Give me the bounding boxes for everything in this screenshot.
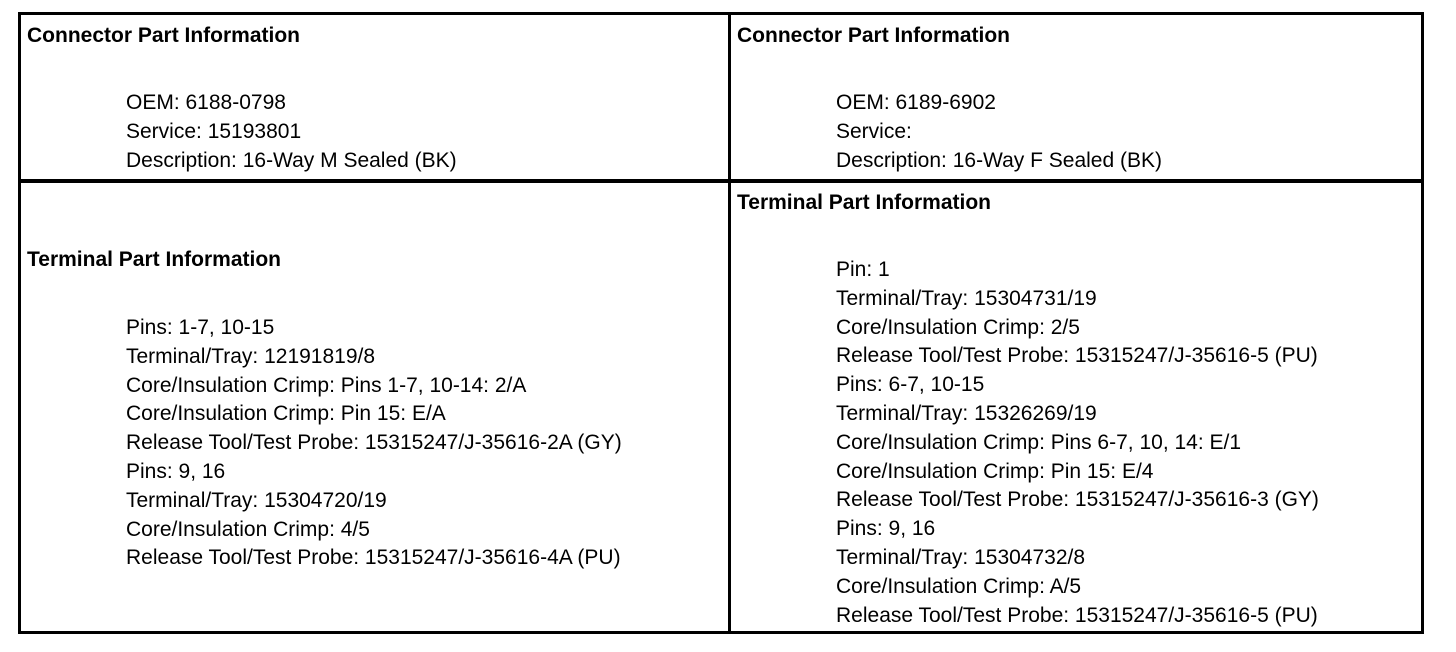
- service-number: Service:: [836, 119, 912, 143]
- terminal-line: Terminal/Tray: 15304720/19: [126, 488, 387, 512]
- terminal-details-left: [126, 314, 622, 573]
- terminal-line: Release Tool/Test Probe: 15315247/J-35616-3 (GY): [836, 488, 1319, 512]
- terminal-line: Core/Insulation Crimp: Pins 1-7, 10-14: 2/A: [126, 373, 527, 397]
- terminal-line: Pins: 1-7, 10-15: [126, 316, 275, 339]
- terminal-line: Terminal/Tray: 15304731/19: [836, 286, 1097, 310]
- connector-details-left: [126, 89, 457, 175]
- terminal-line: Release Tool/Test Probe: 15315247/J-35616-4A (PU): [126, 546, 621, 570]
- terminal-line: Terminal/Tray: 12191819/8: [126, 344, 376, 368]
- terminal-line: Core/Insulation Crimp: A/5: [836, 574, 1082, 598]
- row-divider: [21, 179, 1421, 183]
- connector-details-right: [836, 89, 1162, 175]
- terminal-details-right: [836, 256, 1319, 630]
- terminal-line: Pins: 9, 16: [836, 517, 936, 541]
- terminal-line: Pins: 9, 16: [126, 459, 226, 483]
- terminal-line: Core/Insulation Crimp: 4/5: [126, 517, 370, 541]
- terminal-heading-left: Terminal Part Information: [27, 248, 281, 271]
- connector-description: Description: 16-Way M Sealed (BK): [126, 148, 457, 172]
- connector-heading-left: Connector Part Information: [27, 24, 301, 47]
- terminal-line: Release Tool/Test Probe: 15315247/J-35616-5 (PU): [836, 603, 1318, 627]
- oem-number: OEM: 6189-6902: [836, 91, 996, 114]
- terminal-line: Core/Insulation Crimp: 2/5: [836, 315, 1080, 339]
- terminal-line: Core/Insulation Crimp: Pin 15: E/A: [126, 402, 446, 426]
- terminal-line: Terminal/Tray: 15304732/8: [836, 545, 1086, 569]
- terminal-line: Core/Insulation Crimp: Pin 15: E/4: [836, 459, 1154, 483]
- terminal-line: Release Tool/Test Probe: 15315247/J-35616-2A (GY): [126, 431, 622, 455]
- oem-number: OEM: 6188-0798: [126, 91, 286, 114]
- terminal-line: Core/Insulation Crimp: Pins 6-7, 10, 14: E/1: [836, 430, 1242, 454]
- terminal-line: Terminal/Tray: 15326269/19: [836, 401, 1097, 425]
- terminal-line: Release Tool/Test Probe: 15315247/J-35616-5 (PU): [836, 344, 1318, 368]
- terminal-heading-right: Terminal Part Information: [737, 191, 991, 214]
- connector-description: Description: 16-Way F Sealed (BK): [836, 148, 1163, 172]
- service-number: Service: 15193801: [126, 119, 302, 143]
- terminal-line: Pin: 1: [836, 258, 890, 281]
- connector-info-table: [18, 12, 1424, 634]
- terminal-line: Pins: 6-7, 10-15: [836, 373, 985, 397]
- connector-heading-right: Connector Part Information: [737, 24, 1011, 47]
- column-divider: [728, 15, 731, 631]
